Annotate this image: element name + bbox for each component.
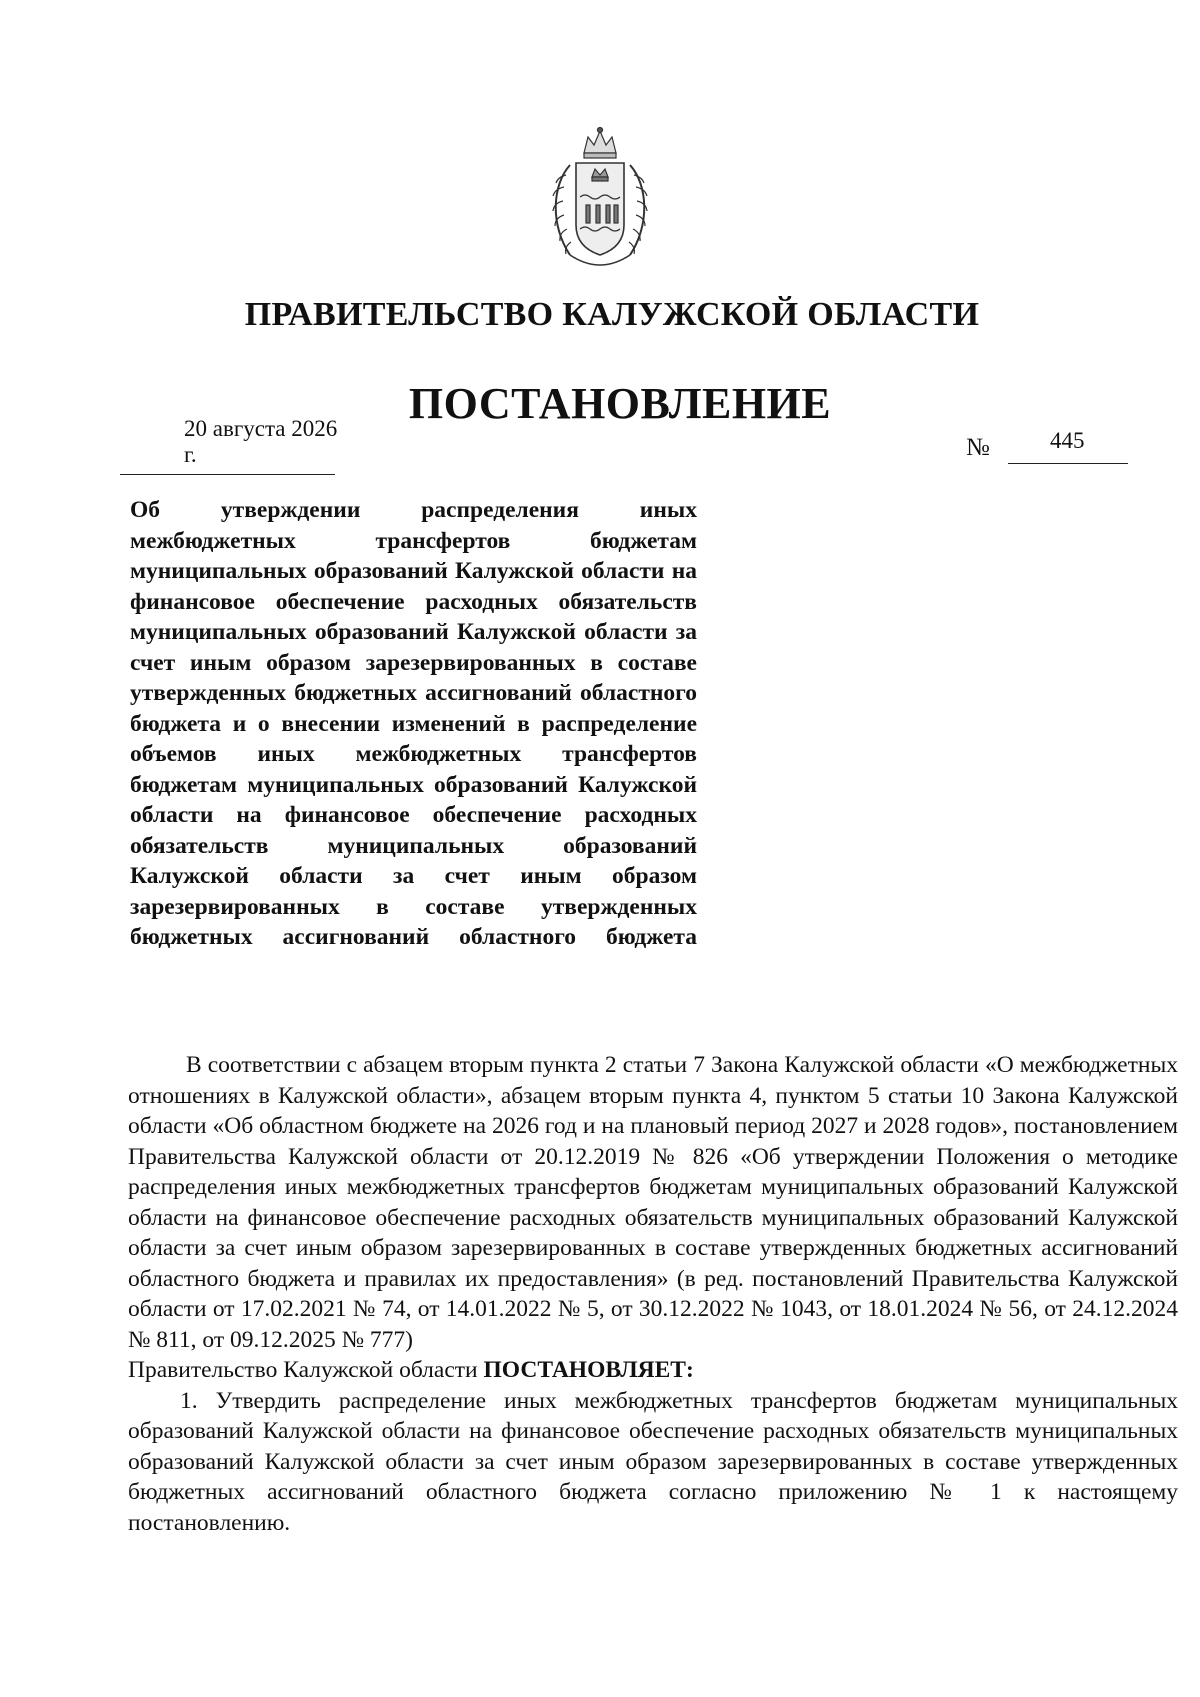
document-subject: Об утверждении распределения иных межбюджетных трансфертов бюджетам муниципальных образований Калужской области на финансовое обеспечение расходных обязательств муниципальных образований Калужской области за счет иным образом зарезервированных в составе утвержденных бюджетных ассигнований областного бюджета и о внесении изменений в распределение объемов иных межбюджетных трансфертов бюджетам муниципальных образований Калужской области на финансовое обеспечение расходных обязательств муниципальных образований Калужской области за счет иным образом зарезервированных в составе утвержденных бюджетных ассигнований областного бюджета (130, 497, 697, 950)
organization-title: ПРАВИТЕЛЬСТВО КАЛУЖСКОЙ ОБЛАСТИ (244, 296, 980, 333)
coat-of-arms-icon (540, 125, 660, 275)
date-underline (120, 474, 335, 475)
number-sign: № (966, 434, 990, 461)
document-body (128, 1050, 1178, 1538)
document-number (966, 428, 1136, 468)
resolves-paragraph (128, 1355, 1178, 1386)
document-date-text: 20 августа 2026 г. (184, 416, 338, 467)
preamble-paragraph (128, 1050, 1178, 1355)
document-date (120, 416, 340, 475)
document-type-heading: ПОСТАНОВЛЕНИЕ (408, 379, 832, 428)
resolves-prefix: Правительство Калужской области (128, 1357, 484, 1383)
item-1-paragraph (128, 1386, 1178, 1539)
preamble-text: В соответствии с абзацем вторым пункта 2 статьи 7 Закона Калужской области «О межбюджетных отношениях в Калужской области», абзацем вторым пункта 4, пунктом 5 статьи 10 Закона Калужской области «Об областном бюджете на 2026 год и на плановый период 2027 и 2028 годов», постановлением Правительства Калужской области от 20.12.2019 № 826 «Об утверждении Положения о методике распределения иных межбюджетных трансфертов бюджетам муниципальных образований Калужской области на финансовое обеспечение расходных обязательств муниципальных образований Калужской области за счет иным образом зарезервированных в составе утвержденных бюджетных ассигнований областного бюджета и правилах их предоставления» (в ред. постановлений Правительства Калужской области от 17.02.2021 № 74, от 14.01.2022 № 5, от 30.12.2022 № 1043, от 18.01.2024 № 56, от 24.12.2024 № 811, от 09.12.2025 № 777) (128, 1052, 1178, 1353)
item-1-text: 1. Утвердить распределение иных межбюджетных трансфертов бюджетам муниципальных образований Калужской области на финансовое обеспечение расходных обязательств муниципальных образований Калужской области за счет иным образом зарезервированных в составе утвержденных бюджетных ассигнований областного бюджета согласно приложению № 1 к настоящему постановлению. (128, 1387, 1178, 1536)
number-underline (1008, 463, 1128, 464)
number-value: 445 (1050, 428, 1085, 453)
resolves-word: ПОСТАНОВЛЯЕТ: (483, 1357, 694, 1383)
